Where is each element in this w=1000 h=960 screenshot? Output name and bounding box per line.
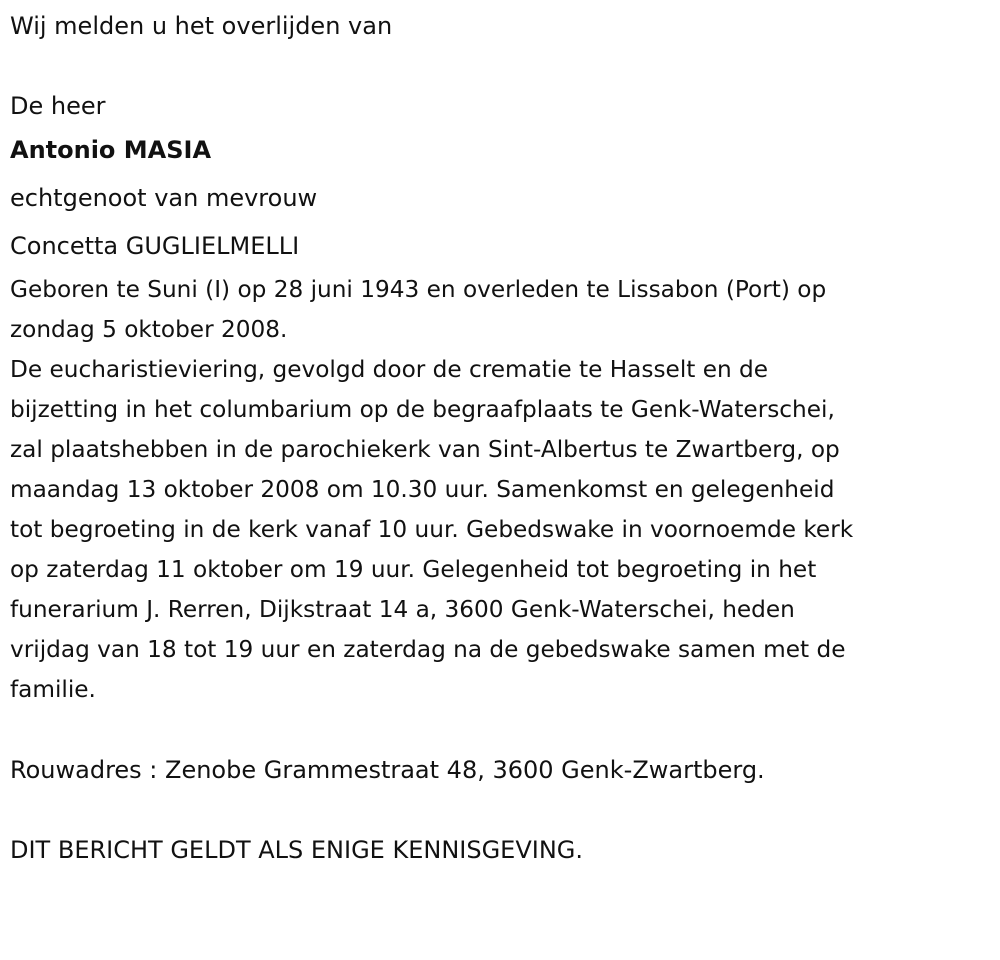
ceremony-line: vrijdag van 18 tot 19 uur en zaterdag na de gebedswake samen met de [10,636,846,663]
birth-death-line: zondag 5 oktober 2008. [10,316,288,343]
ceremony-line: tot begroeting in de kerk vanaf 10 uur. Gebedswake in voornoemde kerk [10,516,854,543]
ceremony-line: op zaterdag 11 oktober om 19 uur. Gelegenheid tot begroeting in het [10,556,817,583]
birth-death-line: Geboren te Suni (I) op 28 juni 1943 en overleden te Lissabon (Port) op [10,276,827,303]
death-notice [10,6,990,870]
mourning-address: Rouwadres : Zenobe Grammestraat 48, 3600 Genk-Zwartberg. [10,756,765,784]
ceremony-paragraph [10,350,985,710]
ceremony-line: maandag 13 oktober 2008 om 10.30 uur. Samenkomst en gelegenheid [10,476,835,503]
closing-statement: DIT BERICHT GELDT ALS ENIGE KENNISGEVING. [10,836,584,864]
birth-death-paragraph [10,270,985,350]
ceremony-line: bijzetting in het columbarium op de begraafplaats te Genk-Waterschei, [10,396,835,423]
ceremony-line: De eucharistieviering, gevolgd door de crematie te Hasselt en de [10,356,769,383]
relation-text: echtgenoot van mevrouw [10,184,318,212]
deceased-name: Antonio MASIA [10,136,212,164]
ceremony-line: zal plaatshebben in de parochiekerk van Sint-Albertus te Zwartberg, op [10,436,840,463]
title-text: De heer [10,92,106,120]
intro-text: Wij melden u het overlijden van [10,12,393,40]
ceremony-line: familie. [10,676,96,703]
spouse-name: Concetta GUGLIELMELLI [10,232,300,260]
ceremony-line: funerarium J. Rerren, Dijkstraat 14 a, 3600 Genk-Waterschei, heden [10,596,795,623]
